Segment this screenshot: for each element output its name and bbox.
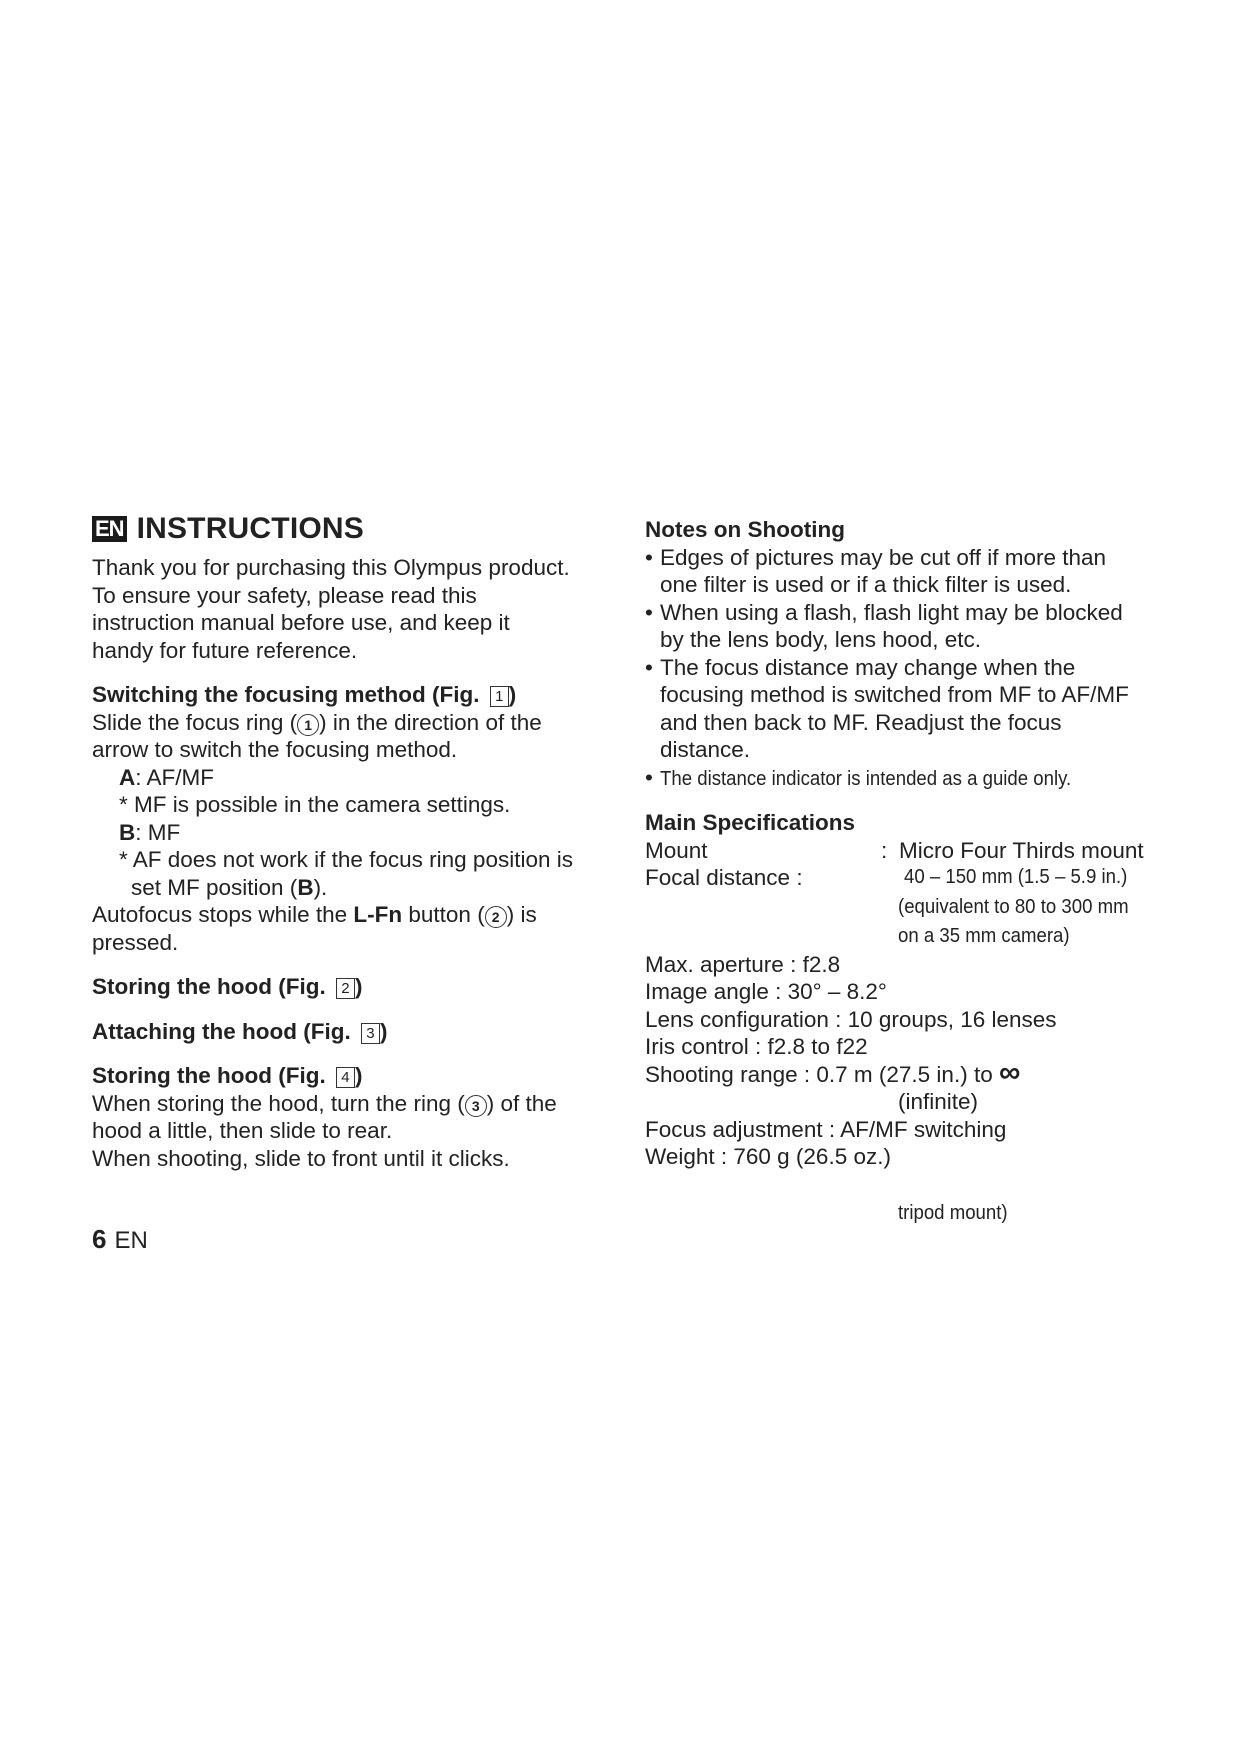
intro-line: instruction manual before use, and keep it [92, 610, 510, 635]
note-item: • The distance indicator is intended as a guide only. [645, 764, 1165, 794]
page-language: EN [114, 1227, 148, 1254]
section-heading: Storing the hood (Fig. 4 ) [92, 1063, 363, 1088]
note-item: • Edges of pictures may be cut off if more than one filter is used or if a thick filter is used. [645, 544, 1165, 599]
option-a-note: * MF is possible in the camera settings. [119, 792, 511, 817]
body-line: arrow to switch the focusing method. [92, 737, 458, 762]
page-number-value: 6 [92, 1224, 107, 1254]
intro-line: Thank you for purchasing this Olympus product. [92, 555, 570, 580]
spec-tripod-note: tripod mount) [898, 1201, 1008, 1224]
fig-ref-box: 2 [336, 978, 355, 999]
option-b-note: * AF does not work if the focus ring position is [119, 847, 573, 872]
intro-line: To ensure your safety, please read this [92, 582, 477, 608]
specs-list [645, 837, 1165, 1228]
body-line: hood a little, then slide to rear. [92, 1118, 393, 1143]
fig-ref-box: 3 [361, 1023, 380, 1044]
spec-iris-control: Iris control : f2.8 to f22 [645, 1034, 868, 1059]
spec-focal-distance: Focal distance : 40 – 150 mm (1.5 – 5.9 in.) [645, 865, 1128, 890]
spec-lens-configuration: Lens configuration : 10 groups, 16 lenses [645, 1006, 1057, 1032]
page-title: INSTRUCTIONS [136, 512, 364, 546]
left-column [92, 512, 612, 1172]
body-line: pressed. [92, 929, 179, 955]
infinity-symbol: ∞ [998, 1055, 1021, 1089]
title-row [92, 512, 612, 546]
callout-circle: 2 [485, 906, 507, 928]
spec-focus-adjustment: Focus adjustment : AF/MF switching [645, 1116, 1007, 1142]
spec-focal-distance-cont: (equivalent to 80 to 300 mm [898, 895, 1129, 918]
spec-weight: Weight : 760 g (26.5 oz.) [645, 1144, 891, 1169]
section-heading: Switching the focusing method (Fig. 1 ) [92, 682, 517, 707]
section-focusing-method [92, 681, 612, 956]
fig-ref-box: 4 [336, 1067, 355, 1088]
right-column [645, 516, 1165, 1227]
spec-focal-distance-cont: on a 35 mm camera) [898, 925, 1070, 947]
spec-shooting-range: Shooting range : 0.7 m (27.5 in.) to ∞ [645, 1055, 1021, 1089]
specs-heading: Main Specifications [645, 810, 856, 835]
notes-heading: Notes on Shooting [645, 517, 845, 542]
language-badge: EN [92, 516, 127, 542]
callout-circle: 1 [297, 714, 319, 736]
intro-paragraph [92, 554, 612, 664]
body-line: When shooting, slide to front until it clicks. [92, 1145, 510, 1171]
page-number [92, 1224, 148, 1255]
option-a: A: AF/MF [119, 764, 214, 790]
fig-ref-box: 1 [490, 686, 509, 707]
note-item: • The focus distance may change when the focusing method is switched from MF to AF/MF and then back to MF. Readjust the focus distance. [645, 654, 1165, 764]
option-b-note-cont: set MF position (B). [131, 874, 328, 900]
spec-mount: Mount : Micro Four Thirds mount [645, 837, 1144, 863]
section-heading-attaching-hood: Attaching the hood (Fig. 3 ) [92, 1018, 388, 1044]
callout-circle: 3 [465, 1095, 487, 1117]
intro-line: handy for future reference. [92, 637, 358, 663]
option-b: B: MF [119, 819, 181, 845]
body-line: Autofocus stops while the L-Fn button ( 2 ) is [92, 902, 537, 927]
body-line: When storing the hood, turn the ring ( 3 ) of the [92, 1090, 557, 1116]
spec-shooting-range-cont: (infinite) [898, 1089, 979, 1114]
section-heading-storing-hood: Storing the hood (Fig. 2 ) [92, 974, 363, 999]
body-line: Slide the focus ring ( 1 ) in the direction of the [92, 709, 542, 735]
spec-max-aperture: Max. aperture : f2.8 [645, 951, 841, 977]
note-item: • When using a flash, flash light may be blocked by the lens body, lens hood, etc. [645, 599, 1165, 654]
spec-image-angle: Image angle : 30° – 8.2° [645, 979, 887, 1004]
notes-list [645, 544, 1165, 794]
section-storing-hood-2 [92, 1062, 612, 1172]
